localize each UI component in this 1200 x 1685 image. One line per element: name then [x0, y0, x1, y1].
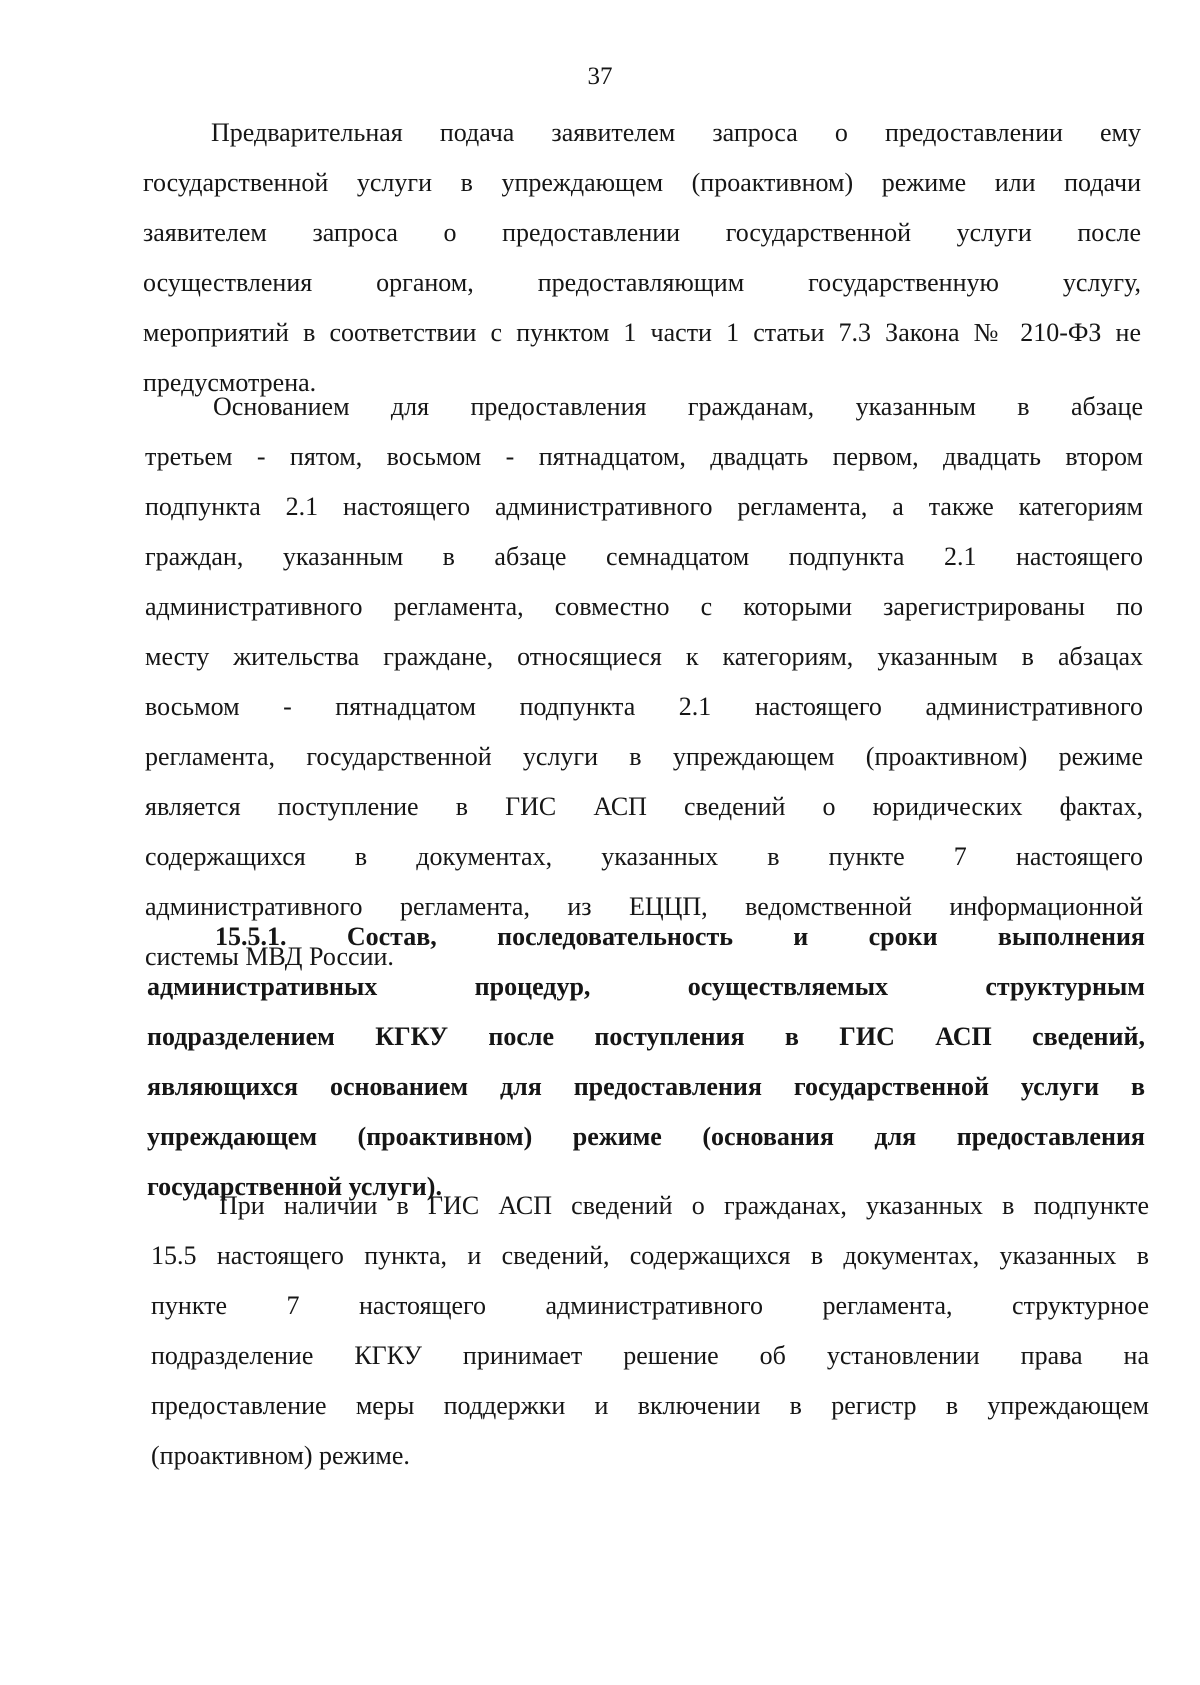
text-line: мероприятий в соответствии с пунктом 1 части 1 статьи 7.3 Закона № 210-ФЗ не [143, 318, 1141, 347]
text-line: При наличии в ГИС АСП сведений о гражданах, указанных в подпункте [219, 1191, 1149, 1220]
text-line: государственной услуги). [147, 1172, 442, 1201]
text-line: Предварительная подача заявителем запроса о предоставлении ему [211, 118, 1141, 147]
text-line: 15.5 настоящего пункта, и сведений, содержащихся в документах, указанных в [151, 1241, 1149, 1270]
text-line: подразделение КГКУ принимает решение об установлении права на [151, 1341, 1149, 1370]
text-line: предоставление меры поддержки и включении в регистр в упреждающем [151, 1391, 1149, 1420]
text-line: граждан, указанным в абзаце семнадцатом подпункта 2.1 настоящего [145, 542, 1143, 571]
text-line: заявителем запроса о предоставлении государственной услуги после [143, 218, 1141, 247]
text-line: (проактивном) режиме. [151, 1441, 410, 1470]
paragraph-decision [151, 1181, 1149, 1481]
text-line: содержащихся в документах, указанных в пункте 7 настоящего [145, 842, 1143, 871]
text-line: является поступление в ГИС АСП сведений о юридических фактах, [145, 792, 1143, 821]
paragraph-grounds [145, 382, 1143, 982]
section-heading-15-5-1 [147, 912, 1145, 1212]
text-line: 15.5.1. Состав, последовательность и сроки выполнения [215, 922, 1145, 951]
text-line: административного регламента, из ЕЦЦП, ведомственной информационной [145, 892, 1143, 921]
text-line: пункте 7 настоящего административного регламента, структурное [151, 1291, 1149, 1320]
text-line: подразделением КГКУ после поступления в ГИС АСП сведений, [147, 1022, 1145, 1051]
page-number: 37 [587, 63, 613, 90]
text-line: Основанием для предоставления гражданам, указанным в абзаце [213, 392, 1143, 421]
text-line: подпункта 2.1 настоящего административного регламента, а также категориям [145, 492, 1143, 521]
text-line: восьмом - пятнадцатом подпункта 2.1 настоящего административного [145, 692, 1143, 721]
text-line: предусмотрена. [143, 368, 317, 397]
text-line: третьем - пятом, восьмом - пятнадцатом, двадцать первом, двадцать втором [145, 442, 1143, 471]
text-line: административного регламента, совместно с которыми зарегистрированы по [145, 592, 1143, 621]
text-line: административных процедур, осуществляемых структурным [147, 972, 1145, 1001]
text-line: осуществления органом, предоставляющим государственную услугу, [143, 268, 1141, 297]
text-line: системы МВД России. [145, 942, 394, 971]
text-line: месту жительства граждане, относящиеся к категориям, указанным в абзацах [145, 642, 1143, 671]
text-line: являющихся основанием для предоставления государственной услуги в [147, 1072, 1145, 1101]
text-line: упреждающем (проактивном) режиме (основания для предоставления [147, 1122, 1145, 1151]
text-line: регламента, государственной услуги в упреждающем (проактивном) режиме [145, 742, 1143, 771]
text-line: государственной услуги в упреждающем (проактивном) режиме или подачи [143, 168, 1141, 197]
paragraph-proactive-submission [143, 108, 1141, 408]
